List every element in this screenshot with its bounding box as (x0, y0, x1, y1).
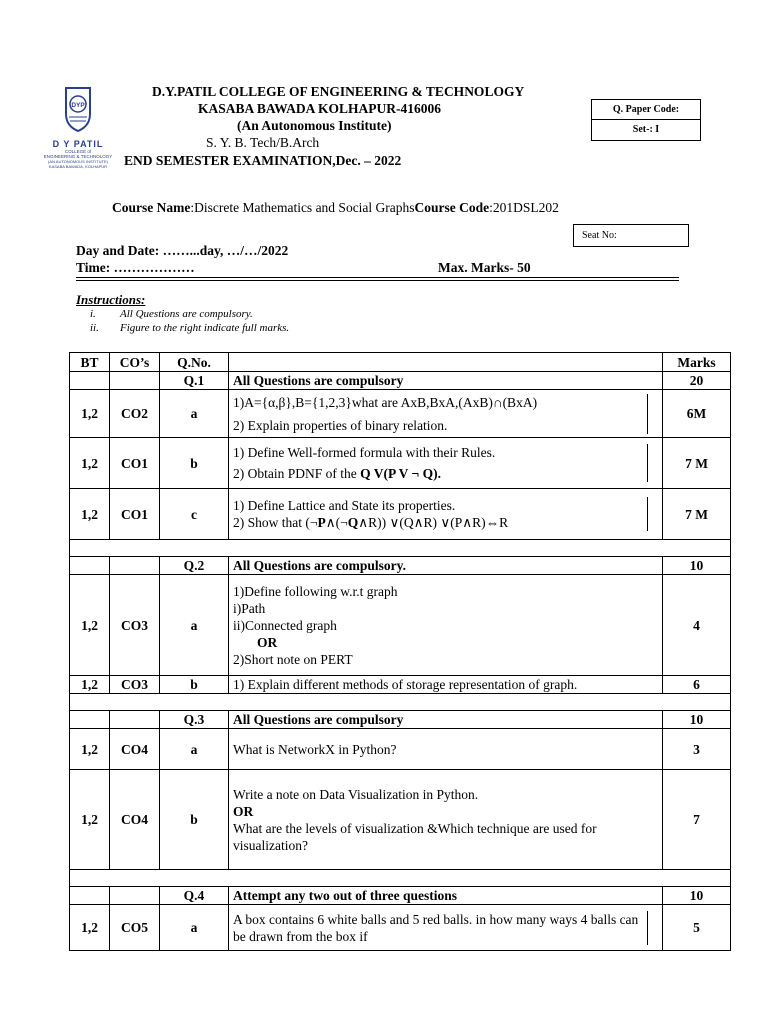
emblem-text: DYP (71, 102, 85, 109)
sub-question-cell: b (160, 676, 229, 694)
co-cell: CO1 (110, 489, 160, 540)
co-cell: CO4 (110, 729, 160, 770)
question-cell (229, 390, 663, 438)
header-marks: Marks (663, 353, 731, 372)
instruction-text: All Questions are compulsory. (120, 308, 253, 320)
question-text: 2) Obtain PDNF of the (233, 466, 361, 481)
question-table (69, 352, 731, 951)
question-line: A box contains 6 white balls and 5 red balls. in how many ways 4 balls can be drawn from the box if (233, 911, 639, 944)
question-heading-row (70, 711, 731, 729)
marks-cell: 7 M (663, 438, 731, 489)
header-question (229, 353, 663, 372)
college-name: D.Y.PATIL COLLEGE OF ENGINEERING & TECHNOLOGY (152, 84, 525, 99)
question-line: 1)A={α,β},B={1,2,3}what are AxB,BxA,(AxB)∩(BxA) (233, 394, 538, 410)
table-row (70, 729, 731, 770)
course-code: :201DSL202 (489, 200, 559, 215)
paper-code-box: Q. Paper Code: (591, 99, 701, 120)
table-header-row (70, 353, 731, 372)
question-marks: 10 (663, 557, 731, 575)
instruction-number: ii. (90, 322, 99, 334)
sub-question-cell: a (160, 905, 229, 951)
class-name: S. Y. B. Tech/B.Arch (206, 135, 320, 150)
sub-question-cell: a (160, 390, 229, 438)
course-name-label: Course Name (112, 200, 191, 215)
time: Time: ……………… (76, 260, 195, 275)
question-heading-row (70, 372, 731, 390)
college-status: (An Autonomous Institute) (237, 118, 392, 133)
table-row (70, 905, 731, 951)
logo-name: D Y PATIL (52, 139, 104, 149)
question-line: 2) Explain properties of binary relation. (233, 417, 448, 433)
question-title: All Questions are compulsory (229, 711, 663, 729)
question-line (233, 514, 643, 531)
max-marks: Max. Marks- 50 (438, 260, 531, 275)
course-line (112, 200, 559, 216)
formula: P (317, 515, 326, 530)
spacer-row (70, 540, 731, 557)
question-title: Attempt any two out of three questions (229, 887, 663, 905)
spacer-row (70, 870, 731, 887)
question-line: What are the levels of visualization &Which technique are used for visualization? (233, 820, 597, 853)
question-marks: 10 (663, 711, 731, 729)
instructions-title: Instructions: (76, 292, 146, 307)
table-row (70, 390, 731, 438)
co-cell: CO4 (110, 770, 160, 870)
co-cell: CO3 (110, 575, 160, 676)
co-cell: CO2 (110, 390, 160, 438)
formula: Q V(P V ¬ Q). (360, 466, 441, 481)
table-row (70, 676, 731, 694)
marks-cell: 7 M (663, 489, 731, 540)
table-row (70, 489, 731, 540)
question-number: Q.4 (160, 887, 229, 905)
header-qno: Q.No. (160, 353, 229, 372)
logo-line2: ENGINEERING & TECHNOLOGY (43, 154, 113, 159)
question-cell: What is NetworkX in Python? (229, 729, 663, 770)
logo-line1: COLLEGE of (64, 149, 92, 154)
sub-question-cell: b (160, 438, 229, 489)
set-box: Set-: I (591, 120, 701, 141)
question-cell (229, 575, 663, 676)
formula: ∧R)) ∨(Q∧R) ∨(P∧R)⇔R (358, 515, 509, 530)
co-cell: CO3 (110, 676, 160, 694)
day-date: Day and Date: ……...day, …/…/2022 (76, 243, 289, 258)
instruction-number: i. (90, 308, 96, 320)
sub-question-cell: a (160, 729, 229, 770)
question-line (233, 465, 643, 482)
instruction-text: Figure to the right indicate full marks. (120, 322, 290, 334)
question-cell (229, 905, 663, 951)
bt-cell: 1,2 (70, 438, 110, 489)
header-bt: BT (70, 353, 110, 372)
spacer-row (70, 694, 731, 711)
question-marks: 10 (663, 887, 731, 905)
table-row (70, 575, 731, 676)
exam-title: END SEMESTER EXAMINATION,Dec. – 2022 (124, 153, 402, 168)
bt-cell: 1,2 (70, 770, 110, 870)
bt-cell: 1,2 (70, 575, 110, 676)
header-co: CO’s (110, 353, 160, 372)
marks-cell: 6M (663, 390, 731, 438)
college-logo (36, 84, 120, 170)
question-number: Q.3 (160, 711, 229, 729)
marks-cell: 5 (663, 905, 731, 951)
question-text: 2) Show that (¬ (233, 515, 318, 530)
question-line: 1) Define Lattice and State its properties. (233, 498, 456, 513)
bt-cell: 1,2 (70, 390, 110, 438)
divider-bottom (76, 280, 679, 281)
question-line: 1)Define following w.r.t graph (233, 583, 398, 599)
bt-cell: 1,2 (70, 489, 110, 540)
or-label: OR (257, 634, 278, 650)
marks-cell: 4 (663, 575, 731, 676)
course-name: :Discrete Mathematics and Social Graphs (190, 200, 415, 215)
formula: ∧(¬ (325, 515, 348, 530)
question-title: All Questions are compulsory. (229, 557, 663, 575)
question-number: Q.1 (160, 372, 229, 390)
question-cell (229, 489, 663, 540)
course-code-label: Course Code (414, 200, 490, 215)
question-line: 1) Define Well-formed formula with their Rules. (233, 445, 496, 460)
bt-cell: 1,2 (70, 676, 110, 694)
question-line: i)Path (233, 600, 266, 616)
question-line: 2)Short note on PERT (233, 651, 353, 667)
question-line: ii)Connected graph (233, 617, 337, 633)
co-cell: CO1 (110, 438, 160, 489)
question-heading-row (70, 887, 731, 905)
sub-question-cell: a (160, 575, 229, 676)
divider-top (76, 277, 679, 278)
seat-no-box: Seat No: (573, 224, 689, 247)
table-row (70, 770, 731, 870)
question-cell (229, 438, 663, 489)
instruction-item (90, 322, 289, 334)
question-cell: 1) Explain different methods of storage representation of graph. (229, 676, 663, 694)
question-line: Write a note on Data Visualization in Python. (233, 786, 479, 802)
question-cell (229, 770, 663, 870)
or-label: OR (233, 803, 254, 819)
college-address: KASABA BAWADA KOLHAPUR-416006 (198, 101, 442, 116)
instruction-item (90, 308, 253, 320)
formula: Q (347, 515, 359, 530)
table-row (70, 438, 731, 489)
bt-cell: 1,2 (70, 729, 110, 770)
question-number: Q.2 (160, 557, 229, 575)
sub-question-cell: b (160, 770, 229, 870)
marks-cell: 7 (663, 770, 731, 870)
question-marks: 20 (663, 372, 731, 390)
bt-cell: 1,2 (70, 905, 110, 951)
marks-cell: 6 (663, 676, 731, 694)
logo-line4: KASABA BAWADA, KOLHAPUR (48, 164, 108, 169)
question-title: All Questions are compulsory (229, 372, 663, 390)
logo-line3: (AN AUTONOMOUS INSTITUTE) (48, 159, 108, 164)
sub-question-cell: c (160, 489, 229, 540)
co-cell: CO5 (110, 905, 160, 951)
marks-cell: 3 (663, 729, 731, 770)
question-heading-row (70, 557, 731, 575)
college-emblem-icon (36, 84, 120, 134)
